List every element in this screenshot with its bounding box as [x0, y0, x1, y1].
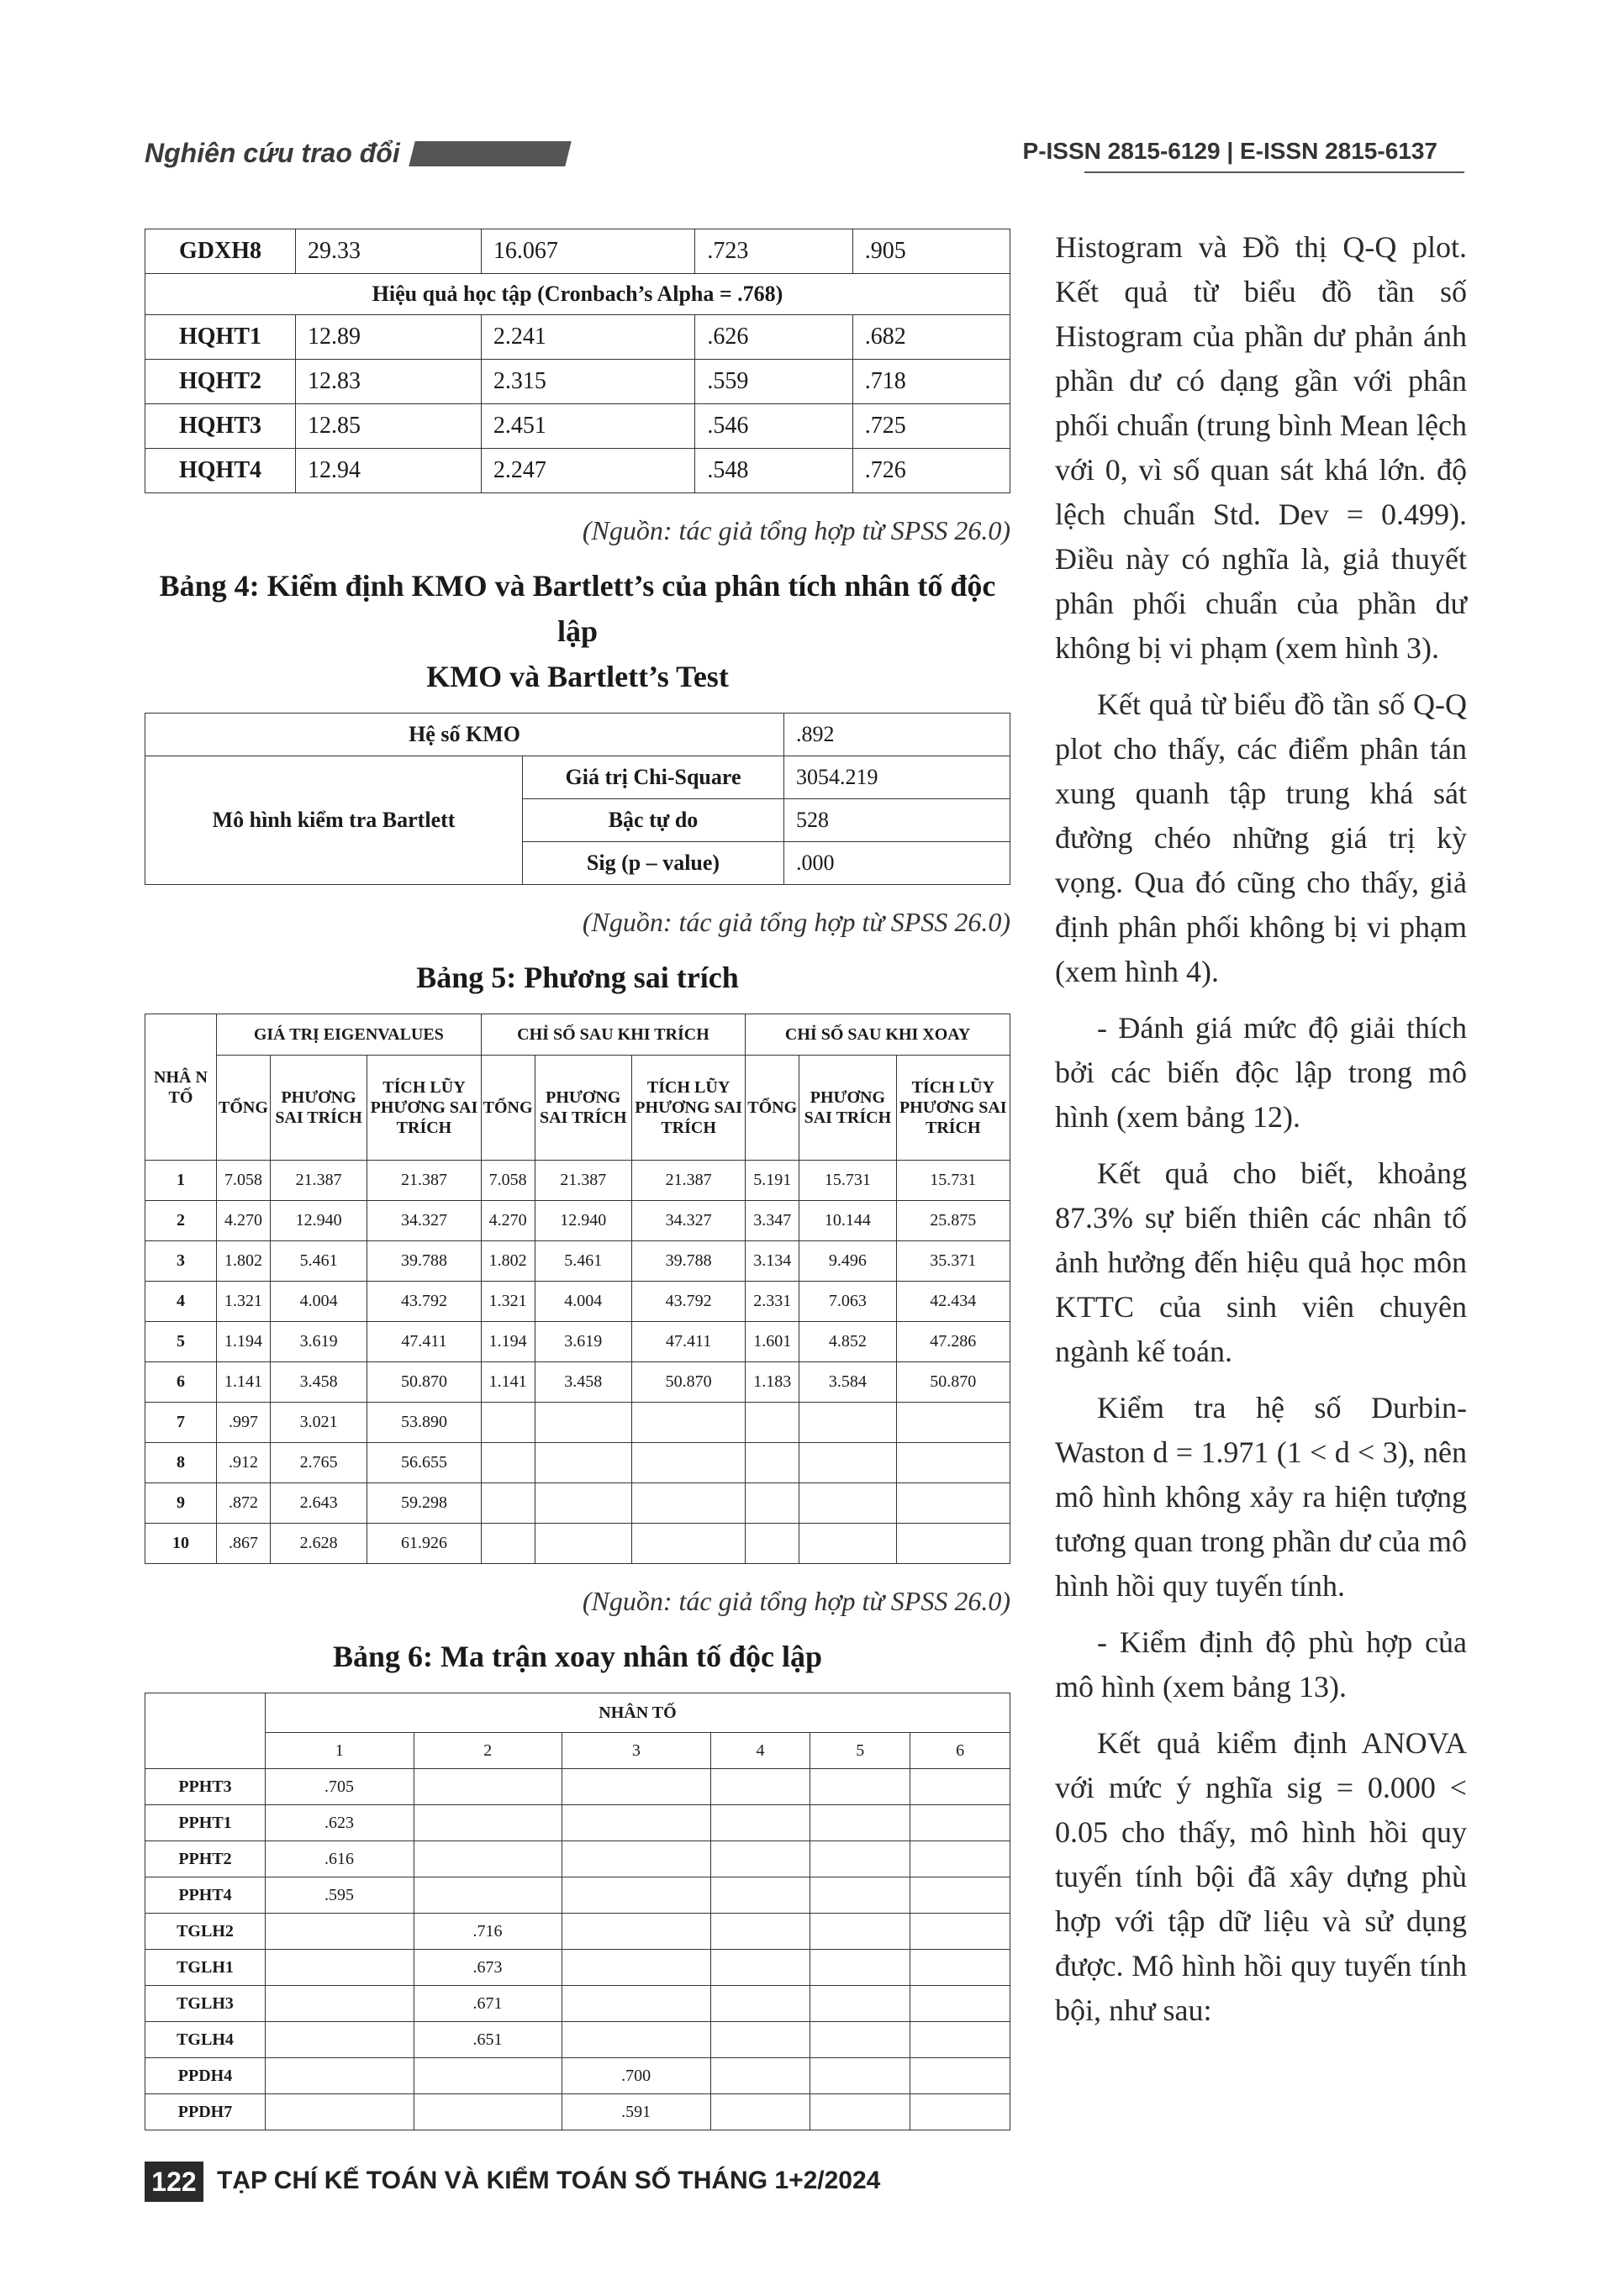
table-4-caption — [145, 563, 1010, 699]
table-4-kmo — [145, 713, 1010, 885]
table-cell: 1.601 — [746, 1322, 799, 1362]
row-label: HQHT1 — [145, 315, 296, 360]
table-cell: 42.434 — [896, 1282, 1010, 1322]
table-cell: .726 — [852, 449, 1010, 493]
table-cell — [481, 1403, 535, 1443]
table-cell — [810, 2094, 910, 2130]
table-cell: .872 — [217, 1483, 271, 1524]
table-cell — [562, 1950, 711, 1986]
table-cell: 4 — [145, 1282, 217, 1322]
table-cell: 21.387 — [631, 1161, 745, 1201]
table-cell: 5.461 — [535, 1241, 631, 1282]
bartlett-row-value: .000 — [784, 842, 1010, 885]
table-4-caption-line1: Bảng 4: Kiểm định KMO và Bartlett’s của phân tích nhân tố độc lập — [159, 569, 996, 648]
table-cell: 25.875 — [896, 1201, 1010, 1241]
table-cell: 39.788 — [631, 1241, 745, 1282]
table-row — [145, 1403, 1010, 1443]
group-header: CHỈ SỐ SAU KHI XOAY — [746, 1014, 1010, 1056]
table-cell — [910, 1950, 1010, 1986]
paragraph: Kết quả kiểm định ANOVA với mức ý nghĩa sig = 0.000 < 0.05 cho thấy, mô hình hồi quy tuyến tính bội đã xây dựng phù hợp với tập dữ liệu và sử dụng được. Mô hình hồi quy tuyến tính bội, như sau: — [1055, 1726, 1467, 2027]
table-cell: .725 — [852, 404, 1010, 449]
table-cell — [414, 1805, 562, 1841]
row-label: PPHT3 — [145, 1769, 266, 1805]
table-cell — [910, 2058, 1010, 2094]
row-label: PPHT4 — [145, 1877, 266, 1914]
table-cell: 5 — [145, 1322, 217, 1362]
bartlett-row-label: Giá trị Chi-Square — [523, 756, 784, 799]
table-row — [145, 404, 1010, 449]
group-header: CHỈ SỐ SAU KHI TRÍCH — [481, 1014, 746, 1056]
table-cell: 50.870 — [896, 1362, 1010, 1403]
column-header: 5 — [810, 1733, 910, 1769]
table-cell — [631, 1403, 745, 1443]
table-cell: 8 — [145, 1443, 217, 1483]
table-cell: 7.058 — [481, 1161, 535, 1201]
section-row-title: Hiệu quả học tập (Cronbach’s Alpha = .768) — [145, 274, 1010, 315]
table-cell — [896, 1403, 1010, 1443]
column-header: 3 — [562, 1733, 711, 1769]
table-row — [145, 2058, 1010, 2094]
table-cell: 5.191 — [746, 1161, 799, 1201]
table-cell: 3 — [145, 1241, 217, 1282]
table-cell: 1.194 — [217, 1322, 271, 1362]
table-cell: 21.387 — [367, 1161, 481, 1201]
table-cell: 1.802 — [217, 1241, 271, 1282]
table-cell — [810, 1769, 910, 1805]
table-cell: 34.327 — [631, 1201, 745, 1241]
row-label: HQHT2 — [145, 360, 296, 404]
left-column — [145, 229, 1010, 2130]
journal-title: TẠP CHÍ KẾ TOÁN VÀ KIỂM TOÁN SỐ THÁNG 1+2/2024 — [217, 2167, 881, 2194]
table-cell: 1.141 — [217, 1362, 271, 1403]
table-cell — [414, 1769, 562, 1805]
table-cell — [414, 1877, 562, 1914]
table-cell: .705 — [266, 1769, 414, 1805]
table-cell: 3.619 — [535, 1322, 631, 1362]
table-cell: 2.628 — [270, 1524, 367, 1564]
table-cell: .671 — [414, 1986, 562, 2022]
table-cell: 3.021 — [270, 1403, 367, 1443]
table-cell: .682 — [852, 315, 1010, 360]
row-label: PPDH7 — [145, 2094, 266, 2130]
table-cell: 7.063 — [799, 1282, 896, 1322]
kmo-value: .892 — [784, 714, 1010, 756]
table-row — [145, 1443, 1010, 1483]
paragraph: - Đánh giá mức độ giải thích bởi các biến độc lập trong mô hình (xem bảng 12). — [1055, 1011, 1467, 1134]
table-cell — [910, 1877, 1010, 1914]
page-number: 122 — [145, 2162, 203, 2202]
table-row — [145, 2094, 1010, 2130]
paragraph: Kết quả cho biết, khoảng 87.3% sự biến thiên các nhân tố ảnh hưởng đến hiệu quả học môn KTTC của sinh viên chuyên ngành kế toán. — [1055, 1156, 1467, 1368]
issn-label: P-ISSN 2815-6129 | E-ISSN 2815-6137 — [1022, 138, 1437, 164]
table-cell — [414, 2058, 562, 2094]
table-cell — [481, 1524, 535, 1564]
table-3-source: (Nguồn: tác giả tổng hợp từ SPSS 26.0) — [582, 515, 1010, 545]
table-row — [145, 756, 1010, 799]
table-row — [145, 1282, 1010, 1322]
table-row — [145, 1769, 1010, 1805]
row-label: PPDH4 — [145, 2058, 266, 2094]
table-cell — [266, 2058, 414, 2094]
table-row — [145, 1950, 1010, 1986]
bartlett-label: Mô hình kiểm tra Bartlett — [145, 756, 523, 885]
table-cell: .997 — [217, 1403, 271, 1443]
table-cell — [710, 1805, 810, 1841]
table-cell: 10.144 — [799, 1201, 896, 1241]
section-title: Nghiên cứu trao đổi — [145, 138, 400, 168]
table-row — [145, 714, 1010, 756]
table-cell — [810, 1914, 910, 1950]
table-cell: 4.004 — [270, 1282, 367, 1322]
bartlett-row-value: 3054.219 — [784, 756, 1010, 799]
table-cell — [910, 1769, 1010, 1805]
table-cell: 53.890 — [367, 1403, 481, 1443]
table-cell: 34.327 — [367, 1201, 481, 1241]
table-cell: 1.321 — [481, 1282, 535, 1322]
table-cell: 35.371 — [896, 1241, 1010, 1282]
row-label: HQHT3 — [145, 404, 296, 449]
column-header: 6 — [910, 1733, 1010, 1769]
table-cell: .723 — [695, 229, 852, 274]
table-cell: .673 — [414, 1950, 562, 1986]
table-3-continued — [145, 229, 1010, 493]
sub-header: TÍCH LŨY PHƯƠNG SAI TRÍCH — [896, 1056, 1010, 1161]
table-cell — [481, 1443, 535, 1483]
table-cell: .716 — [414, 1914, 562, 1950]
table-cell: 4.004 — [535, 1282, 631, 1322]
table-cell — [710, 1877, 810, 1914]
table-row — [145, 1322, 1010, 1362]
table-cell: 1.802 — [481, 1241, 535, 1282]
row-label: TGLH4 — [145, 2022, 266, 2058]
group-header: NHÂN TỐ — [266, 1693, 1010, 1733]
table-cell: 2.247 — [481, 449, 695, 493]
table-cell: .867 — [217, 1524, 271, 1564]
table-cell: .548 — [695, 449, 852, 493]
table-row — [145, 1362, 1010, 1403]
table-cell — [746, 1403, 799, 1443]
table-cell — [562, 1805, 711, 1841]
header-row — [145, 1014, 1010, 1056]
table-cell: 47.411 — [367, 1322, 481, 1362]
table-4-caption-line2: KMO và Bartlett’s Test — [426, 660, 729, 693]
table-cell: 12.89 — [296, 315, 482, 360]
table-cell — [910, 1805, 1010, 1841]
table-cell — [799, 1524, 896, 1564]
table-cell — [896, 1443, 1010, 1483]
table-cell: 3.619 — [270, 1322, 367, 1362]
table-cell — [631, 1443, 745, 1483]
table-cell — [710, 2022, 810, 2058]
table-row — [145, 360, 1010, 404]
table-cell — [266, 1914, 414, 1950]
table-cell: .905 — [852, 229, 1010, 274]
bartlett-row-label: Sig (p – value) — [523, 842, 784, 885]
table-cell — [710, 1769, 810, 1805]
table-cell — [535, 1524, 631, 1564]
table-cell: 56.655 — [367, 1443, 481, 1483]
table-cell — [896, 1483, 1010, 1524]
table-6-caption: Bảng 6: Ma trận xoay nhân tố độc lập — [332, 1640, 823, 1673]
header-row — [145, 1056, 1010, 1161]
table-row — [145, 1201, 1010, 1241]
table-cell: 3.134 — [746, 1241, 799, 1282]
table-cell — [910, 2094, 1010, 2130]
table-cell: 2.331 — [746, 1282, 799, 1322]
row-label: GDXH8 — [145, 229, 296, 274]
table-cell — [481, 1483, 535, 1524]
table-row — [145, 1877, 1010, 1914]
table-cell: 4.852 — [799, 1322, 896, 1362]
table-cell — [710, 2094, 810, 2130]
table-cell — [810, 1877, 910, 1914]
table-cell: .700 — [562, 2058, 711, 2094]
table-6-rotated-matrix — [145, 1693, 1010, 2130]
table-cell: 9 — [145, 1483, 217, 1524]
table-cell: 2 — [145, 1201, 217, 1241]
table-cell — [266, 1950, 414, 1986]
table-row — [145, 229, 1010, 274]
table-cell: 16.067 — [481, 229, 695, 274]
table-cell: 61.926 — [367, 1524, 481, 1564]
table-cell: 39.788 — [367, 1241, 481, 1282]
table-cell — [535, 1403, 631, 1443]
table-cell — [562, 2022, 711, 2058]
table-cell — [810, 2058, 910, 2094]
table-cell — [810, 1950, 910, 1986]
row-label: TGLH2 — [145, 1914, 266, 1950]
table-cell — [710, 1986, 810, 2022]
table-row — [145, 2022, 1010, 2058]
table-cell: .559 — [695, 360, 852, 404]
group-header: GIÁ TRỊ EIGENVALUES — [217, 1014, 482, 1056]
row-label: HQHT4 — [145, 449, 296, 493]
table-cell — [414, 1841, 562, 1877]
table-cell: 12.94 — [296, 449, 482, 493]
table-5-source: (Nguồn: tác giả tổng hợp từ SPSS 26.0) — [582, 1586, 1010, 1616]
header-rule — [1084, 171, 1464, 173]
table-cell — [810, 1841, 910, 1877]
table-row — [145, 315, 1010, 360]
table-cell: 15.731 — [799, 1161, 896, 1201]
table-cell: 1.321 — [217, 1282, 271, 1322]
table-cell: 2.315 — [481, 360, 695, 404]
paragraph: Histogram và Đồ thị Q-Q plot. Kết quả từ biểu đồ tần số Histogram của phần dư phản ánh phần dư có dạng gần với phân phối chuẩn (trung bình Mean lệch với 0, vì số quan sát khá lớn. độ lệch chuẩn Std. Dev = 0.499). Điều này có nghĩa là, giả thuyết phân phối chuẩn của phần dư không bị vi phạm (xem hình 3). — [1055, 230, 1467, 665]
table-cell: 2.643 — [270, 1483, 367, 1524]
table-cell: 2.241 — [481, 315, 695, 360]
column-header: 1 — [266, 1733, 414, 1769]
sub-header: PHƯƠNG SAI TRÍCH — [799, 1056, 896, 1161]
table-cell: 1.141 — [481, 1362, 535, 1403]
table-cell: .912 — [217, 1443, 271, 1483]
table-cell — [266, 2094, 414, 2130]
table-cell: 12.940 — [535, 1201, 631, 1241]
table-cell: 3.584 — [799, 1362, 896, 1403]
row-label: TGLH3 — [145, 1986, 266, 2022]
table-cell: 3.458 — [535, 1362, 631, 1403]
table-cell — [631, 1483, 745, 1524]
table-row — [145, 1805, 1010, 1841]
table-cell: 2.451 — [481, 404, 695, 449]
table-cell — [799, 1403, 896, 1443]
table-cell: 1 — [145, 1161, 217, 1201]
right-column-text — [1055, 225, 1467, 2045]
corner-cell — [145, 1693, 266, 1769]
table-cell — [710, 2058, 810, 2094]
table-5-caption: Bảng 5: Phương sai trích — [416, 961, 739, 994]
table-cell — [535, 1483, 631, 1524]
table-cell: 9.496 — [799, 1241, 896, 1282]
table-cell: 21.387 — [535, 1161, 631, 1201]
table-row — [145, 1241, 1010, 1282]
sub-header: TỔNG — [217, 1056, 271, 1161]
table-row — [145, 1914, 1010, 1950]
table-cell: 1.183 — [746, 1362, 799, 1403]
paragraph: Kết quả từ biểu đồ tần số Q-Q plot cho thấy, các điểm phân tán xung quanh tập trung khá sát đường chéo những giá trị kỳ vọng. Qua đó cũng cho thấy, giả định phân phối không bị vi phạm (xem hình 4). — [1055, 687, 1467, 988]
table-cell — [896, 1524, 1010, 1564]
table-cell: 7.058 — [217, 1161, 271, 1201]
table-cell: 5.461 — [270, 1241, 367, 1282]
table-row — [145, 1986, 1010, 2022]
factor-header: NHÂ N TỐ — [145, 1014, 217, 1161]
table-row — [145, 274, 1010, 315]
paragraph: - Kiểm định độ phù hợp của mô hình (xem bảng 13). — [1055, 1625, 1467, 1704]
table-cell: 7 — [145, 1403, 217, 1443]
table-cell: 43.792 — [367, 1282, 481, 1322]
row-label: PPHT1 — [145, 1805, 266, 1841]
table-cell: .616 — [266, 1841, 414, 1877]
table-row — [145, 1483, 1010, 1524]
table-cell — [535, 1443, 631, 1483]
table-cell: 4.270 — [481, 1201, 535, 1241]
table-cell: 2.765 — [270, 1443, 367, 1483]
table-cell: 29.33 — [296, 229, 482, 274]
table-cell: 21.387 — [270, 1161, 367, 1201]
row-label: PPHT2 — [145, 1841, 266, 1877]
header-decor-bar — [409, 141, 571, 166]
table-cell: .623 — [266, 1805, 414, 1841]
bartlett-row-value: 528 — [784, 799, 1010, 842]
table-row — [145, 449, 1010, 493]
paragraph: Kiểm tra hệ số Durbin-Waston d = 1.971 (1 < d < 3), nên mô hình không xảy ra hiện tượng tương quan trong phần dư của mô hình hồi quy tuyến tính. — [1055, 1391, 1467, 1603]
table-cell — [710, 1841, 810, 1877]
table-cell — [799, 1443, 896, 1483]
table-4-source: (Nguồn: tác giả tổng hợp từ SPSS 26.0) — [582, 907, 1010, 937]
table-cell: 15.731 — [896, 1161, 1010, 1201]
header-row — [145, 1693, 1010, 1733]
table-cell — [562, 1914, 711, 1950]
table-cell — [810, 1805, 910, 1841]
sub-header: TỔNG — [481, 1056, 535, 1161]
table-cell — [266, 1986, 414, 2022]
table-cell: 12.83 — [296, 360, 482, 404]
sub-header: TÍCH LŨY PHƯƠNG SAI TRÍCH — [631, 1056, 745, 1161]
table-cell: .651 — [414, 2022, 562, 2058]
table-cell — [631, 1524, 745, 1564]
table-cell — [746, 1443, 799, 1483]
table-cell — [266, 2022, 414, 2058]
table-cell — [746, 1524, 799, 1564]
table-cell: 47.411 — [631, 1322, 745, 1362]
table-cell — [562, 1841, 711, 1877]
header-row — [145, 1733, 1010, 1769]
table-cell: 6 — [145, 1362, 217, 1403]
table-cell: 47.286 — [896, 1322, 1010, 1362]
table-cell — [910, 1986, 1010, 2022]
table-cell: 3.347 — [746, 1201, 799, 1241]
table-5-variance — [145, 1014, 1010, 1564]
table-cell — [562, 1769, 711, 1805]
table-cell: 12.940 — [270, 1201, 367, 1241]
table-cell: 3.458 — [270, 1362, 367, 1403]
table-cell: 4.270 — [217, 1201, 271, 1241]
table-cell — [710, 1914, 810, 1950]
sub-header: TÍCH LŨY PHƯƠNG SAI TRÍCH — [367, 1056, 481, 1161]
table-cell — [746, 1483, 799, 1524]
table-cell — [810, 1986, 910, 2022]
table-cell — [910, 1914, 1010, 1950]
sub-header: TỔNG — [746, 1056, 799, 1161]
table-cell — [810, 2022, 910, 2058]
table-cell — [562, 1877, 711, 1914]
table-cell: .546 — [695, 404, 852, 449]
bartlett-row-label: Bậc tự do — [523, 799, 784, 842]
row-label: TGLH1 — [145, 1950, 266, 1986]
column-header: 4 — [710, 1733, 810, 1769]
table-cell: 10 — [145, 1524, 217, 1564]
table-cell — [710, 1950, 810, 1986]
table-cell: .718 — [852, 360, 1010, 404]
sub-header: PHƯƠNG SAI TRÍCH — [535, 1056, 631, 1161]
table-cell — [414, 2094, 562, 2130]
table-row — [145, 1161, 1010, 1201]
table-cell: 50.870 — [631, 1362, 745, 1403]
sub-header: PHƯƠNG SAI TRÍCH — [270, 1056, 367, 1161]
table-cell — [910, 1841, 1010, 1877]
table-cell — [562, 1986, 711, 2022]
table-cell: .626 — [695, 315, 852, 360]
table-cell: 50.870 — [367, 1362, 481, 1403]
table-cell: 1.194 — [481, 1322, 535, 1362]
table-cell — [799, 1483, 896, 1524]
table-cell: .591 — [562, 2094, 711, 2130]
column-header: 2 — [414, 1733, 562, 1769]
table-cell: 43.792 — [631, 1282, 745, 1322]
table-cell: .595 — [266, 1877, 414, 1914]
kmo-label: Hệ số KMO — [145, 714, 784, 756]
table-cell: 12.85 — [296, 404, 482, 449]
table-cell — [910, 2022, 1010, 2058]
table-row — [145, 1841, 1010, 1877]
table-cell: 59.298 — [367, 1483, 481, 1524]
table-row — [145, 1524, 1010, 1564]
